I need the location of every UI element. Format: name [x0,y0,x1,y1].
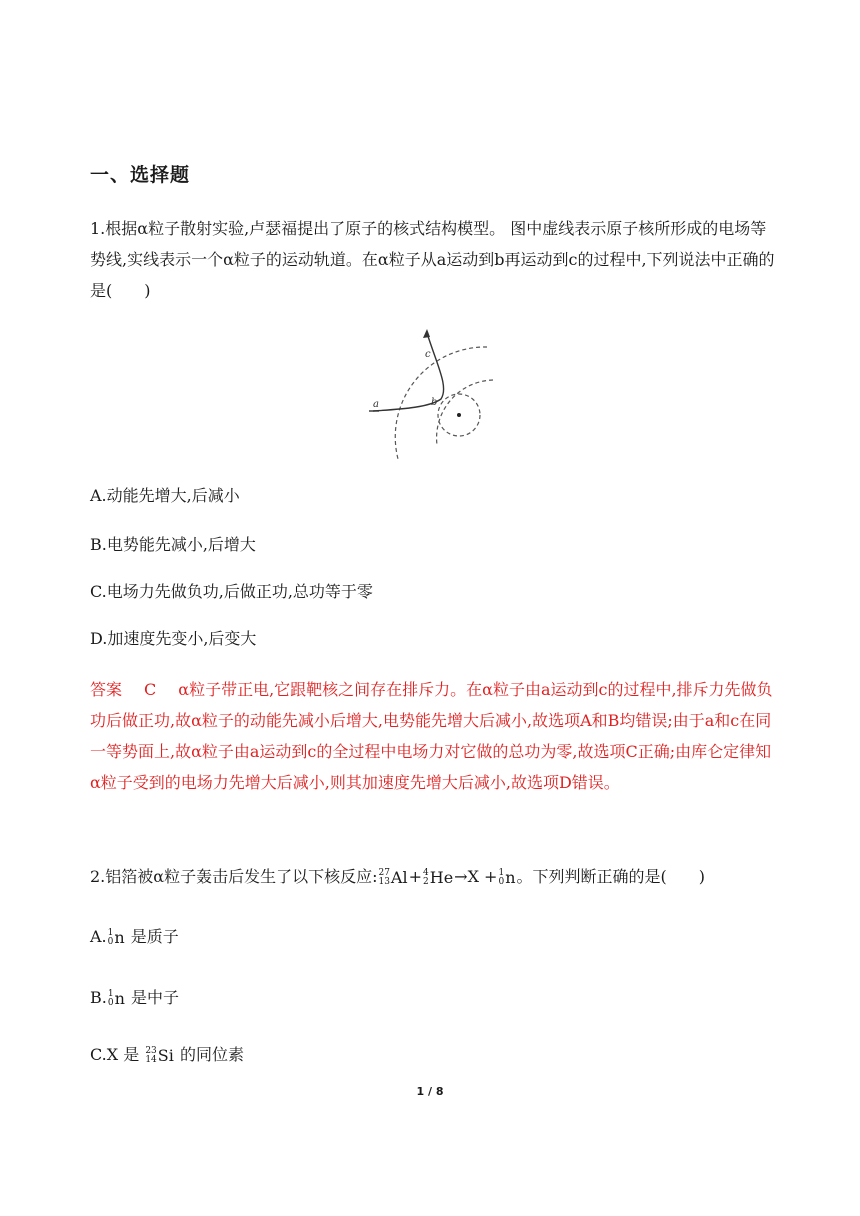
equipotential-middle [437,380,493,445]
si-symbol: Si [157,1045,174,1065]
n-mass-a: 1 [107,927,114,938]
si-z: 14 [145,1054,157,1065]
q2-a-suffix: 是质子 [125,927,179,946]
al-mass: 27 [378,867,390,878]
he-mass: 4 [423,867,429,878]
answer-letter: C [144,680,157,699]
question-1-answer [90,674,780,798]
n-mass-b: 1 [107,988,114,999]
section-title: 一、选择题 [90,164,191,186]
trajectory-arrow-icon [423,329,430,338]
nuclide-n-a [108,926,125,950]
alpha-scattering-figure [365,325,495,465]
n-z-a: 0 [107,936,114,947]
n-symbol: n [505,867,516,887]
nuclide-he [423,866,453,890]
question-2-option-b [90,986,179,1011]
n-symbol-a: n [114,927,125,947]
al-z: 13 [378,876,390,887]
nucleus-dot [457,413,461,417]
n-z: 0 [498,876,505,887]
he-symbol: He [429,867,454,887]
n-z-b: 0 [107,997,114,1008]
question-2-stem: 2.铝箔被α粒子轰击后发生了以下核反应: 27 13 Al + 4 2 He →X + 1 0 n 。下列判断正确的是( ) [90,865,705,890]
label-b: b [431,397,438,408]
reaction-arrow: →X + [454,867,498,886]
nuclide-n-b [108,987,125,1011]
q2-b-suffix: 是中子 [125,988,179,1007]
question-1-option-b: B.电势能先减小,后增大 [90,535,256,554]
question-1-option-d: D.加速度先变小,后变大 [90,629,257,648]
q2-a-prefix: A. [90,927,107,946]
question-1-option-c: C.电场力先做负功,后做正功,总功等于零 [90,582,373,601]
q2-stem-suffix: 。下列判断正确的是( ) [516,867,705,886]
question-2-option-c [90,1043,244,1068]
label-c: c [425,349,431,360]
n-symbol-b: n [114,988,125,1008]
q2-b-prefix: B. [90,988,107,1007]
answer-explanation: α粒子带正电,它跟靶核之间存在排斥力。在α粒子由a运动到c的过程中,排斥力先做负功后做正功,故α粒子的动能先减小后增大,电势能先增大后减小,故选项A和B均错误;由于a和c在同一等势面上,故α粒子由a运动到c的全过程中电场力对它做的总功为零,故选项C正确;由库仑定律知α粒子受到的电场力先增大后减小,则其加速度先增大后减小,故选项D错误。 [90,680,773,792]
answer-tag: 答案 [90,680,123,699]
q2-stem-prefix: 2.铝箔被α粒子轰击后发生了以下核反应: [90,867,378,886]
al-symbol: Al [390,867,408,887]
q2-c-suffix: 的同位素 [174,1045,244,1064]
page-number: 1 / 8 [416,1085,444,1098]
question-2-option-a [90,925,179,950]
question-1-option-a: A.动能先增大,后减小 [90,486,240,505]
nuclide-al [378,866,407,890]
q2-c-prefix: C.X 是 [90,1045,145,1064]
si-mass: 23 [145,1045,157,1056]
question-1-stem: 1.根据α粒子散射实验,卢瑟福提出了原子的核式结构模型。 图中虚线表示原子核所形成的电场等势线,实线表示一个α粒子的运动轨道。在α粒子从a运动到b再运动到c的过程中,下列说法中正确的是( ) [90,219,775,300]
nuclide-n [498,866,515,890]
he-z: 2 [423,876,429,887]
label-a: a [373,399,379,410]
n-mass: 1 [498,867,505,878]
nuclide-si [145,1044,174,1068]
